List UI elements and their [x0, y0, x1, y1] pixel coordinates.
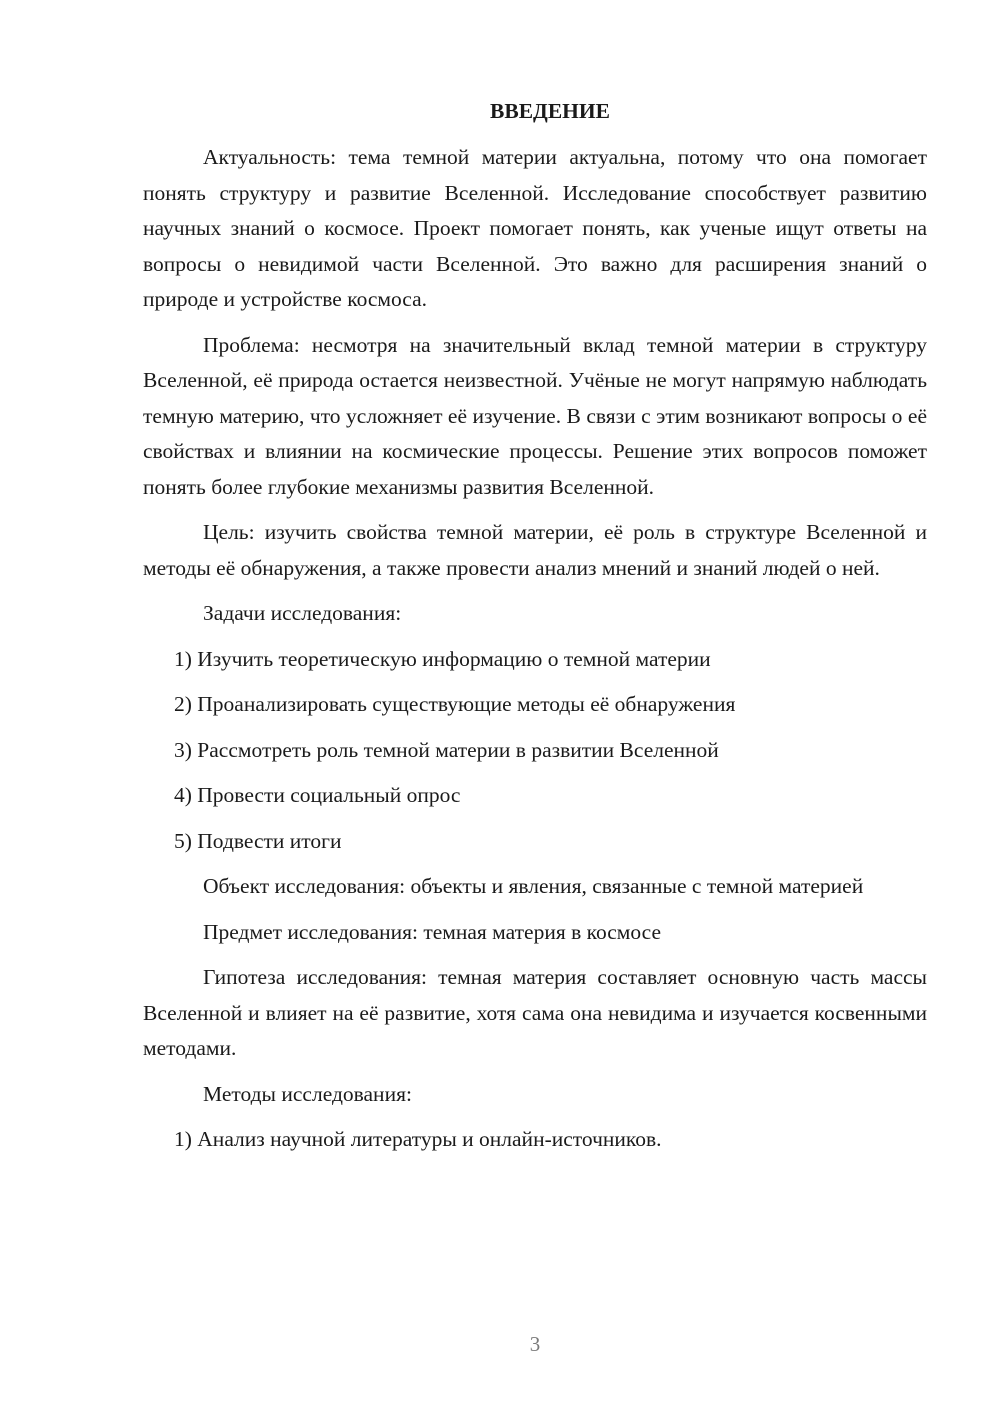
- methods-list: [143, 1122, 927, 1158]
- page-content: [143, 96, 927, 1168]
- goal-paragraph: Цель: изучить свойства темной материи, её роль в структуре Вселенной и методы её обнаружения, а также провести анализ мнений и знаний людей о ней.: [143, 520, 927, 580]
- list-item-task-5: 5) Подвести итоги: [174, 828, 342, 853]
- methods-heading: Методы исследования:: [203, 1081, 412, 1106]
- tasks-heading: Задачи исследования:: [203, 601, 402, 625]
- hypothesis-paragraph: Гипотеза исследования: темная материя составляет основную часть массы Вселенной и влияет на её развитие, хотя сама она невидима и изучается косвенными методами.: [143, 965, 927, 1060]
- page-number: 3: [529, 1332, 541, 1356]
- section-title: ВВЕДЕНИЕ: [490, 99, 610, 123]
- object-paragraph: Объект исследования: объекты и явления, связанные с темной материей: [203, 874, 864, 898]
- tasks-list: [143, 642, 927, 860]
- problem-paragraph: Проблема: несмотря на значительный вклад темной материи в структуру Вселенной, её природа остается неизвестной. Учёные не могут напрямую наблюдать темную материю, что усложняет её изучение. В связи с этим возникают вопросы о её свойствах и влиянии на космические процессы. Решение этих вопросов поможет понять более глубокие механизмы развития Вселенной.: [143, 332, 927, 499]
- list-item-task-4: 4) Провести социальный опрос: [174, 783, 461, 807]
- subject-paragraph: Предмет исследования: темная материя в космосе: [203, 919, 662, 944]
- list-item-task-3: 3) Рассмотреть роль темной материи в развитии Вселенной: [174, 737, 719, 762]
- list-item-method-1: 1) Анализ научной литературы и онлайн-источников.: [174, 1127, 662, 1151]
- relevance-paragraph: Актуальность: тема темной материи актуальна, потому что она помогает понять структуру и развитие Вселенной. Исследование способствует развитию научных знаний о космосе. Проект помогает понять, как ученые ищут ответы на вопросы о невидимой части Вселенной. Это важно для расширения знаний о природе и устройстве космоса.: [143, 145, 927, 311]
- list-item-task-1: 1) Изучить теоретическую информацию о темной материи: [174, 646, 711, 671]
- list-item-task-2: 2) Проанализировать существующие методы её обнаружения: [174, 692, 736, 716]
